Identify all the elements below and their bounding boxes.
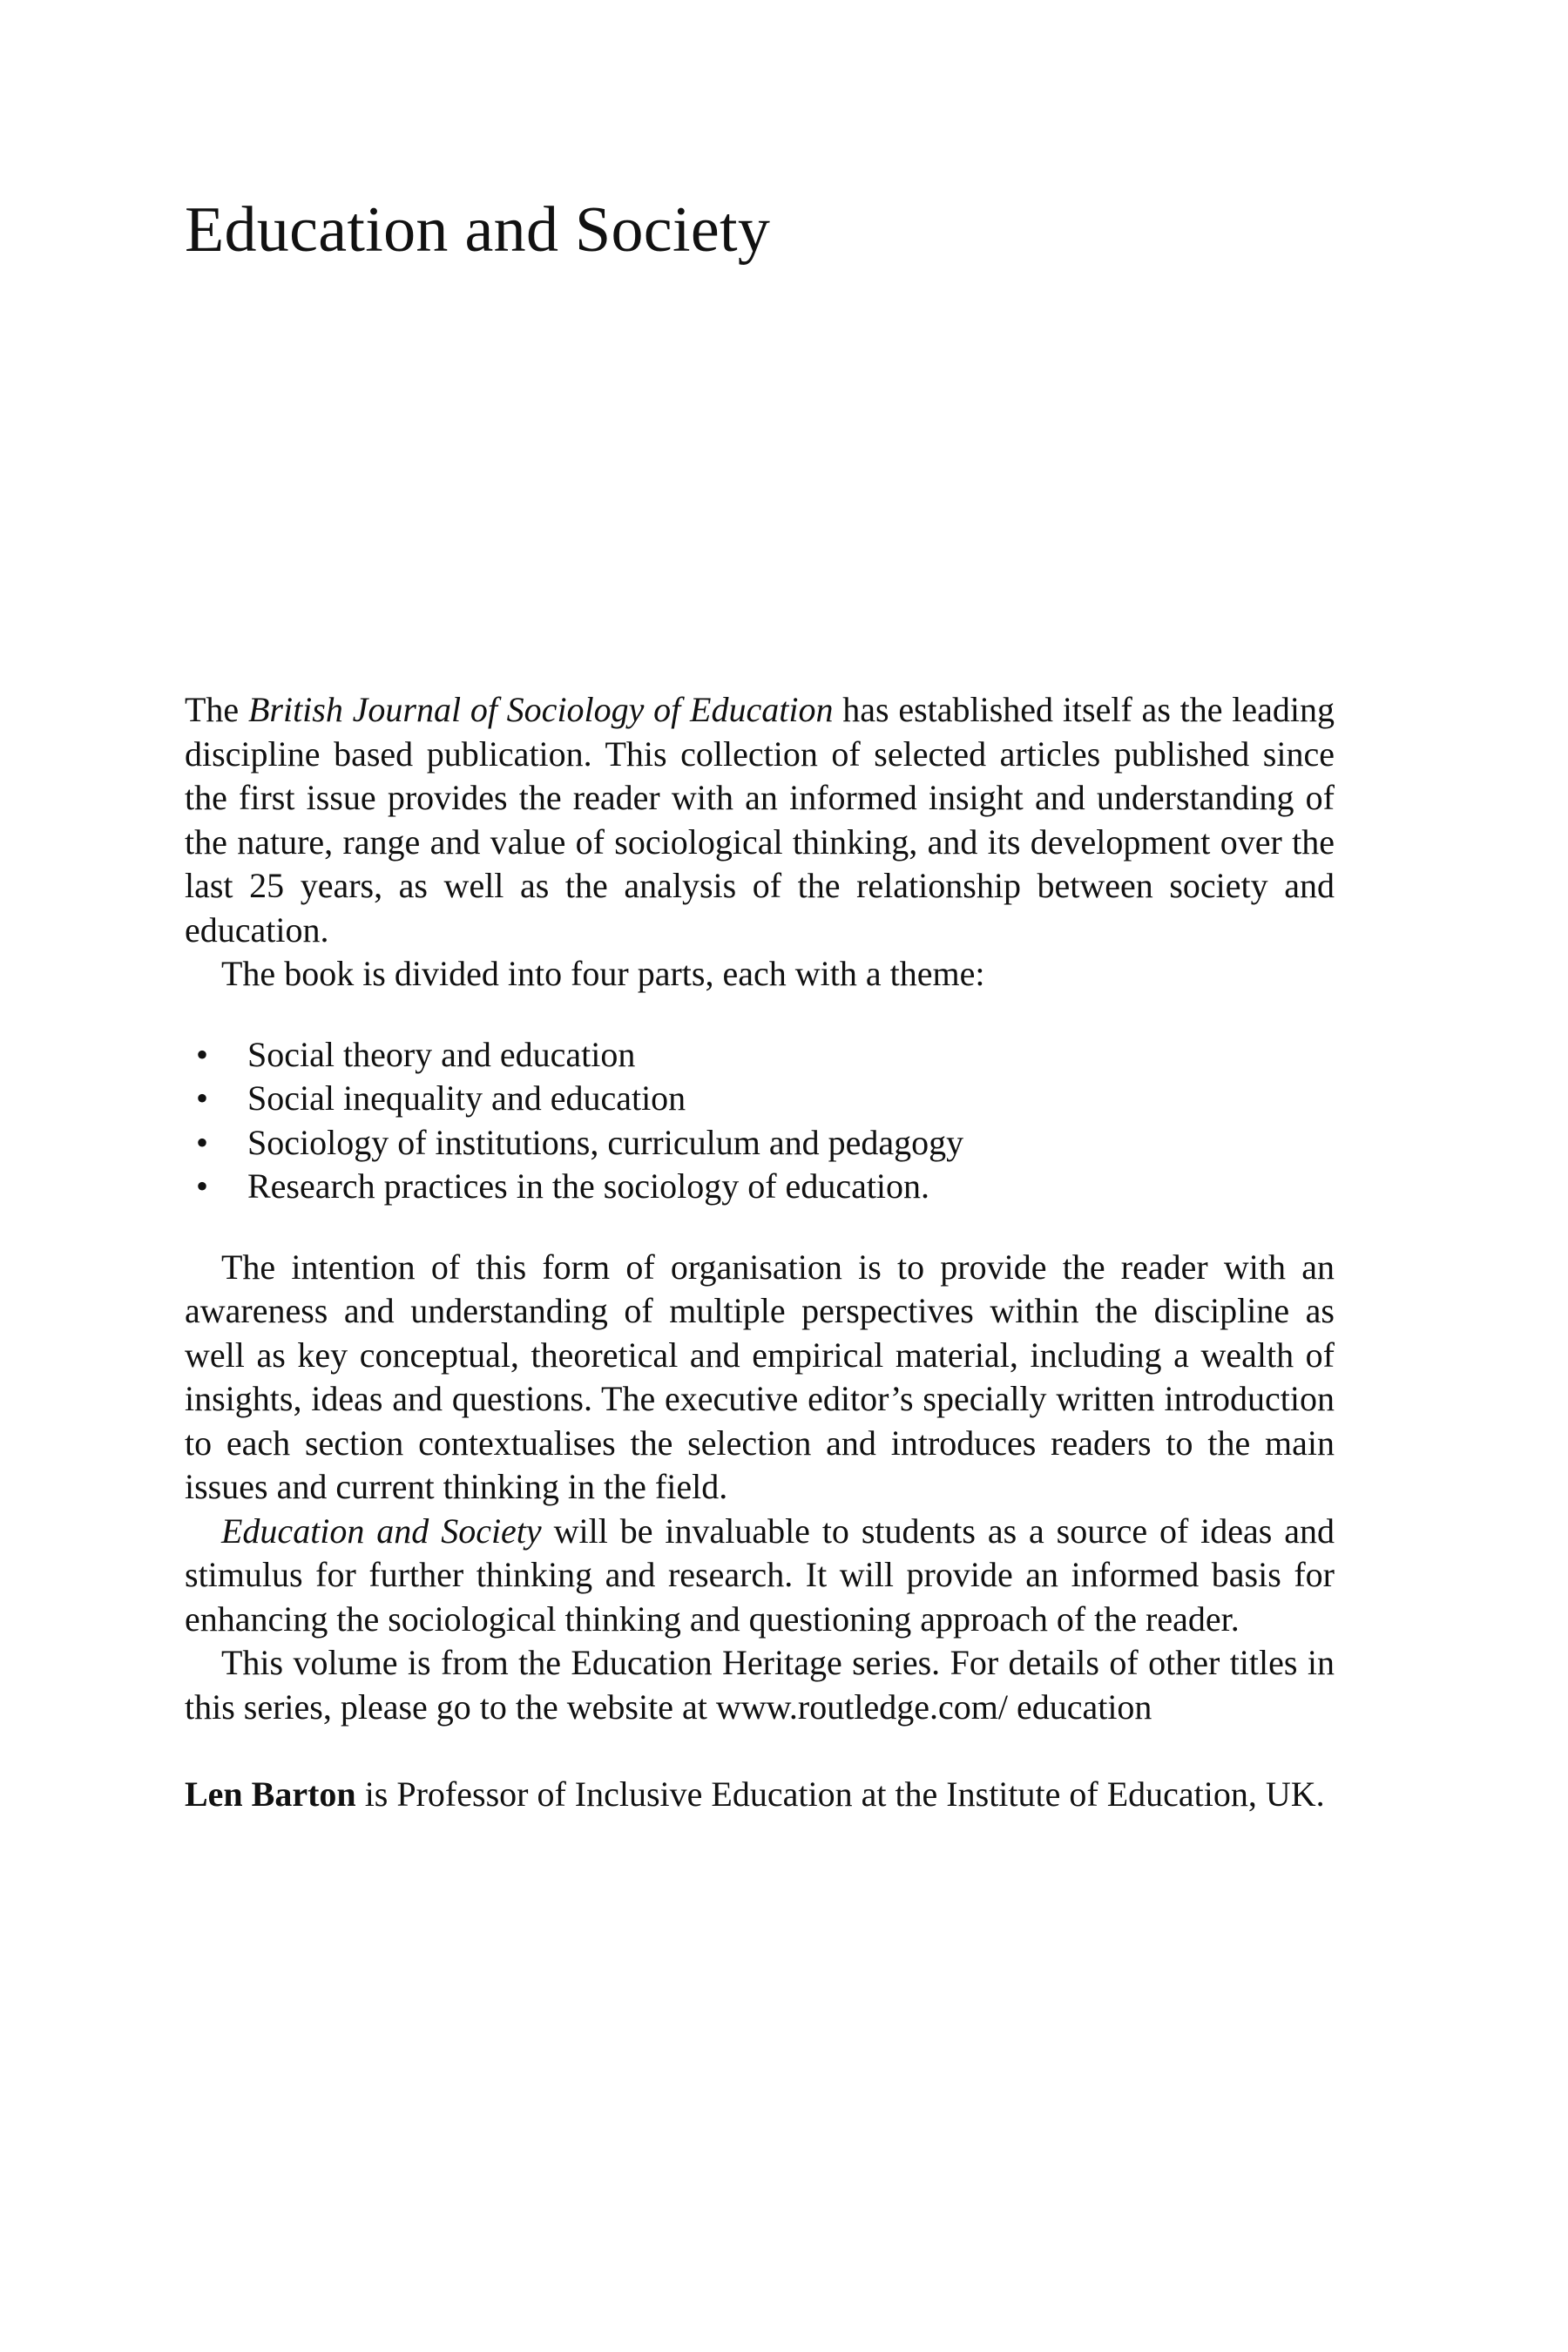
bullet-icon: • (195, 1078, 208, 1118)
list-item (185, 1033, 1335, 1078)
list-item-text: Social inequality and education (247, 1078, 686, 1118)
list-item-text: Sociology of institutions, curriculum and pedagogy (247, 1122, 964, 1162)
intro-paragraph (185, 688, 1335, 952)
value-rest: will be invaluable to students as a source of ideas and stimulus for further thinking and research. It will provide an informed basis for enhancing the sociological thinking and questioning approach of the reader. (185, 1511, 1335, 1639)
author-bio-text: is Professor of Inclusive Education at the Institute of Education, UK. (355, 1774, 1325, 1814)
blurb-content (185, 688, 1335, 1817)
series-paragraph: This volume is from the Education Heritage series. For details of other titles in this series, please go to the website at www.routledge.com/ education (185, 1643, 1335, 1727)
list-item-text: Research practices in the sociology of education. (247, 1166, 930, 1206)
bullet-icon: • (195, 1034, 208, 1074)
bullet-icon: • (195, 1122, 208, 1162)
book-title-inline: Education and Society (221, 1511, 542, 1551)
author-bio (185, 1773, 1335, 1817)
intro-rest: has established itself as the leading discipline based publication. This collection of selected articles published since the first issue provides the reader with an informed insight and understanding of the nature, range and value of sociological thinking, and its development over the last 25 years, as well as the analysis of the relationship between society and education. (185, 690, 1335, 950)
list-item (185, 1165, 1335, 1209)
organisation-paragraph: The intention of this form of organisation is to provide the reader with an awareness and understanding of multiple perspectives within the discipline as well as key conceptual, theoretical and empirical material, including a wealth of insights, ideas and questions. The executive editor’s specially written introduction to each section contextualises the selection and introduces readers to the main issues and current thinking in the field. (185, 1247, 1335, 1506)
spacer (185, 1729, 1335, 1773)
list-item (185, 1121, 1335, 1166)
list-item (185, 1077, 1335, 1121)
themes-list (185, 1033, 1335, 1209)
page-title: Education and Society (185, 194, 771, 266)
value-paragraph (185, 1510, 1335, 1642)
journal-title: British Journal of Sociology of Education (247, 690, 834, 729)
list-item-text: Social theory and education (247, 1034, 636, 1074)
author-name: Len Barton (185, 1774, 356, 1814)
intro-lead: The (185, 690, 248, 729)
parts-intro: The book is divided into four parts, each with a theme: (221, 954, 985, 993)
bullet-icon: • (195, 1166, 208, 1206)
